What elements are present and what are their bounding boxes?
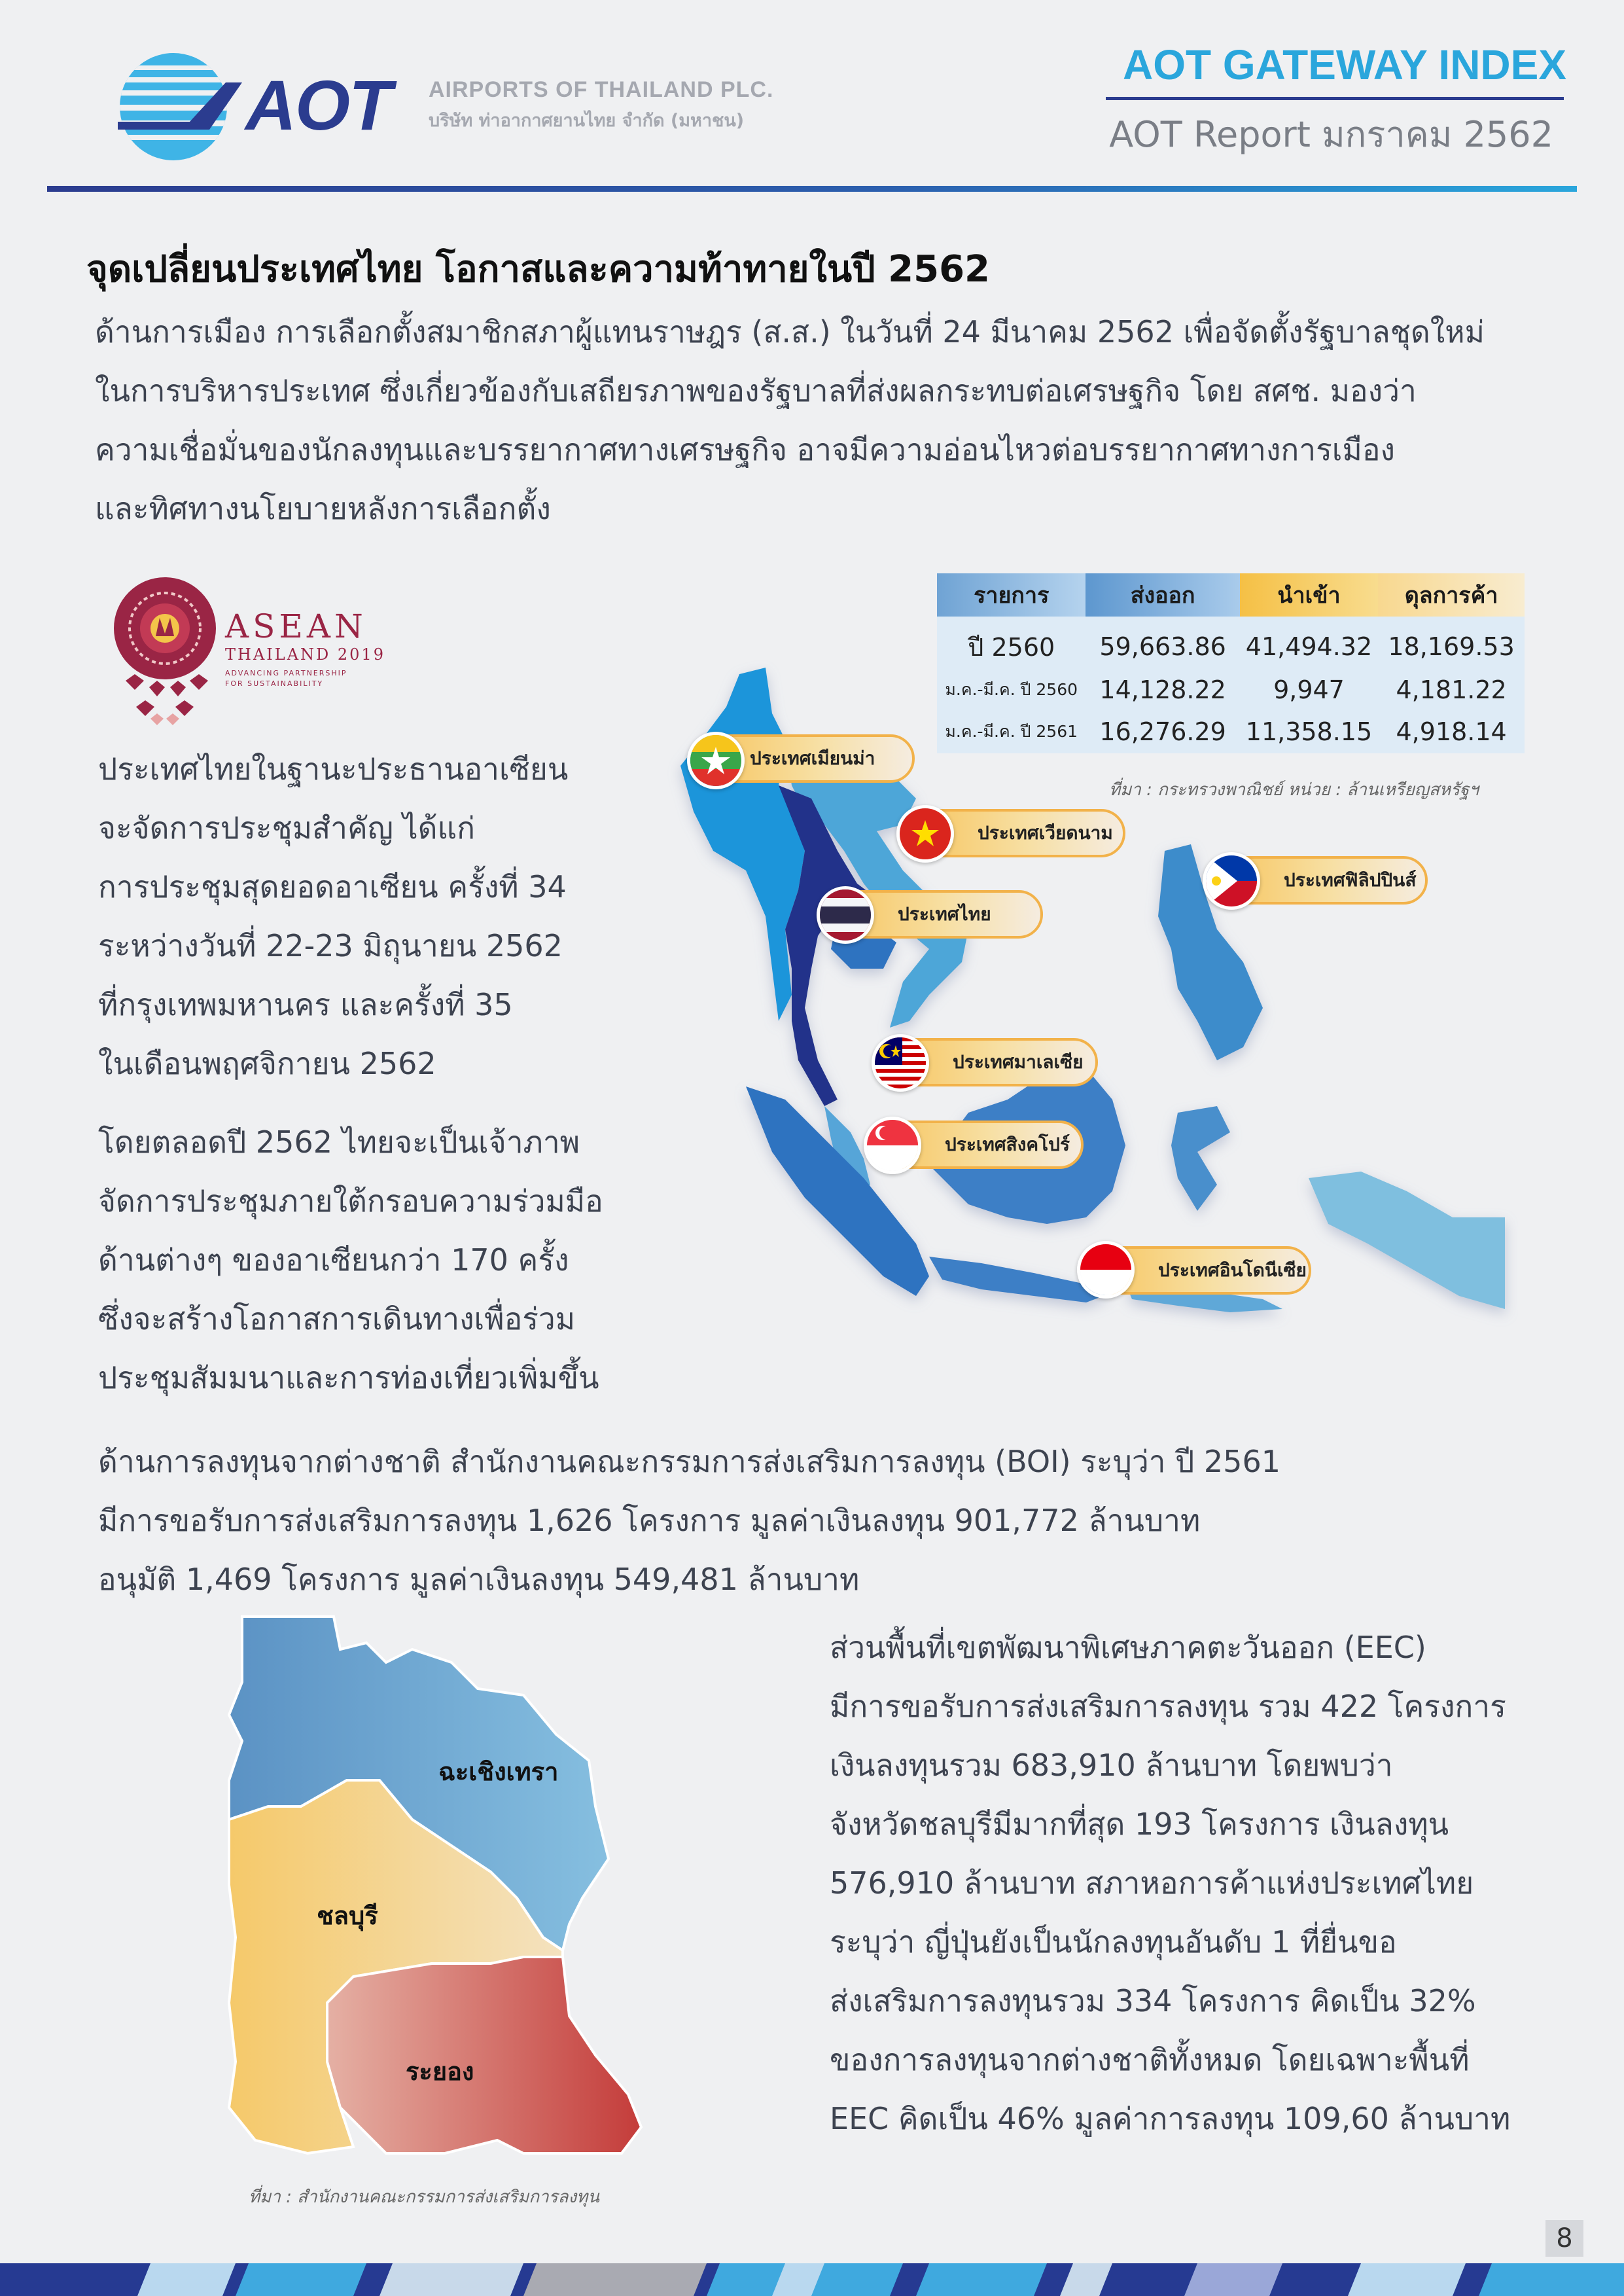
page-number-box <box>1545 2220 1583 2257</box>
country-name: ประเทศฟิลิปปินส์ <box>1284 869 1417 891</box>
aot-logo <box>111 51 412 162</box>
table-cell: 4,918.14 <box>1396 717 1507 746</box>
country-name: ประเทศมาเลเซีย <box>953 1051 1084 1073</box>
map-sulawesi <box>1171 1106 1230 1211</box>
asean-emblem-icon <box>113 576 217 733</box>
boi-paragraph <box>98 1432 1280 1609</box>
eec-line: ส่งเสริมการลงทุนรวม 334 โครงการ คิดเป็น 32% <box>830 1983 1476 2018</box>
map-papua <box>1309 1172 1505 1309</box>
eec-line: ระบุว่า ญี่ปุ่นยังเป็นนักลงทุนอันดับ 1 ที่ยื่นขอ <box>830 1924 1397 1960</box>
eec-line: มีการขอรับการส่งเสริมการลงทุน รวม 422 โครงการ <box>830 1689 1506 1724</box>
province-label-rayong: ระยอง <box>406 2057 474 2086</box>
page-number: 8 <box>1556 2223 1573 2253</box>
thailand-flag-icon <box>817 886 874 944</box>
country-name: ประเทศเมียนม่า <box>750 747 875 769</box>
country-name: ประเทศสิงคโปร์ <box>945 1134 1070 1155</box>
asean-line: ระหว่างวันที่ 22-23 มิถุนายน 2562 <box>98 928 563 963</box>
table-cell: ม.ค.-มี.ค. ปี 2561 <box>945 722 1078 741</box>
table-cell: 14,128.22 <box>1099 675 1226 704</box>
asean-host-paragraph <box>98 1113 603 1407</box>
trade-table-header: นำเข้า <box>1240 573 1378 617</box>
asean-line: ด้านต่างๆ ของอาเซียนกว่า 170 ครั้ง <box>98 1242 569 1278</box>
country-name: ประเทศเวียดนาม <box>978 822 1113 844</box>
report-label: AOT Report มกราคม 2562 <box>1109 114 1553 155</box>
eec-line: EEC คิดเป็น 46% มูลค่าการลงทุน 109,60 ล้านบาท <box>830 2101 1511 2136</box>
country-name: ประเทศไทย <box>898 903 991 925</box>
trade-table-source: ที่มา : กระทรวงพาณิชย์ หน่วย : ล้านเหรียญสหรัฐฯ <box>1109 780 1479 800</box>
trade-table-header-row <box>937 573 1525 617</box>
malaysia-flag-icon <box>872 1034 929 1092</box>
asean-line: จะจัดการประชุมสำคัญ ได้แก่ <box>98 810 476 846</box>
eec-line: เงินลงทุนรวม 683,910 ล้านบาท โดยพบว่า <box>830 1748 1393 1783</box>
province-label-chachoengsao: ฉะเชิงเทรา <box>438 1757 559 1786</box>
eec-line: 576,910 ล้านบาท สภาหอการค้าแห่งประเทศไทย <box>830 1865 1474 1901</box>
table-cell: ปี 2560 <box>968 632 1055 662</box>
gateway-index-title: AOT GATEWAY INDEX <box>1122 41 1566 88</box>
table-cell: 11,358.15 <box>1245 717 1373 746</box>
trade-table-header: รายการ <box>937 573 1086 617</box>
map-rayong <box>327 1957 641 2153</box>
table-cell: 59,663.86 <box>1099 632 1226 661</box>
table-cell: 16,276.29 <box>1099 717 1226 746</box>
table-cell: 41,494.32 <box>1245 632 1373 661</box>
boi-line: อนุมัติ 1,469 โครงการ มูลค่าเงินลงทุน 549,481 ล้านบาท <box>98 1562 860 1597</box>
aot-logo-text: AOT <box>245 65 391 145</box>
indonesia-flag-icon <box>1077 1241 1135 1299</box>
table-row <box>937 670 1525 710</box>
boi-line: มีการขอรับการส่งเสริมการลงทุน 1,626 โครงการ มูลค่าเงินลงทุน 901,772 ล้านบาท <box>98 1503 1201 1538</box>
table-row <box>937 617 1525 670</box>
asean-logo-subtitle: THAILAND 2019 <box>225 645 385 664</box>
vietnam-flag-icon <box>896 805 954 863</box>
table-cell: 9,947 <box>1273 675 1345 704</box>
asean-line: จัดการประชุมภายใต้กรอบความร่วมมือ <box>98 1183 603 1219</box>
table-cell: ม.ค.-มี.ค. ปี 2560 <box>945 680 1078 699</box>
asean-line: การประชุมสุดยอดอาเซียน ครั้งที่ 34 <box>98 869 567 905</box>
eec-line: ส่วนพื้นที่เขตพัฒนาพิเศษภาคตะวันออก (EEC) <box>830 1630 1426 1665</box>
section-title: จุดเปลี่ยนประเทศไทย โอกาสและความท้าทายในปี 2562 <box>86 248 991 291</box>
asean-logo-title: ASEAN <box>225 607 367 645</box>
intro-line: ความเชื่อมั่นของนักลงทุนและบรรยากาศทางเศรษฐกิจ อาจมีความอ่อนไหวต่อบรรยากาศทางการเมือง <box>95 432 1395 467</box>
company-name-th: บริษัท ท่าอากาศยานไทย จำกัด (มหาชน) <box>429 111 745 131</box>
trade-table-header: ดุลการค้า <box>1378 573 1525 617</box>
boi-line: ด้านการลงทุนจากต่างชาติ สำนักงานคณะกรรมการส่งเสริมการลงทุน (BOI) ระบุว่า ปี 2561 <box>98 1444 1280 1479</box>
asean-line: ซึ่งจะสร้างโอกาสการเดินทางเพื่อร่วม <box>98 1301 576 1336</box>
header-divider <box>47 186 1577 192</box>
asean-line: ประชุมสัมมนาและการท่องเที่ยวเพิ่มขึ้น <box>98 1360 599 1395</box>
asean-line: โดยตลอดปี 2562 ไทยจะเป็นเจ้าภาพ <box>98 1124 580 1160</box>
trade-table <box>937 573 1525 753</box>
myanmar-flag-icon <box>687 732 745 789</box>
intro-line: และทิศทางนโยบายหลังการเลือกตั้ง <box>95 491 551 526</box>
table-cell: 4,181.22 <box>1396 675 1507 704</box>
intro-paragraph <box>95 302 1485 538</box>
asean-logo-tagline: ADVANCING PARTNERSHIP <box>225 669 347 677</box>
eec-paragraph <box>830 1618 1510 2148</box>
footer-stripes <box>0 2263 1624 2296</box>
province-label-chonburi: ชลบุรี <box>317 1901 378 1930</box>
asean-chair-paragraph <box>98 740 568 1093</box>
asean-line: ในเดือนพฤศจิกายน 2562 <box>98 1046 436 1081</box>
table-row <box>937 710 1525 753</box>
asean-logo-tagline: FOR SUSTAINABILITY <box>225 679 324 688</box>
title-underline <box>1106 97 1564 100</box>
eec-line: จังหวัดชลบุรีมีมากที่สุด 193 โครงการ เงินลงทุน <box>830 1806 1449 1842</box>
eec-line: ของการลงทุนจากต่างชาติทั้งหมด โดยเฉพาะพื้นที่ <box>830 2042 1470 2077</box>
asean-line: ที่กรุงเทพมหานคร และครั้งที่ 35 <box>98 987 513 1022</box>
aot-emblem-icon <box>111 51 242 162</box>
philippines-flag-icon <box>1203 852 1260 910</box>
table-cell: 18,169.53 <box>1388 632 1515 661</box>
trade-table-header: ส่งออก <box>1086 573 1239 617</box>
singapore-flag-icon <box>864 1117 921 1174</box>
company-name-en: AIRPORTS OF THAILAND PLC. <box>429 77 774 102</box>
asean-line: ประเทศไทยในฐานะประธานอาเซียน <box>98 751 569 787</box>
intro-line: ด้านการเมือง การเลือกตั้งสมาชิกสภาผู้แทนราษฎร (ส.ส.) ในวันที่ 24 มีนาคม 2562 เพื่อจัดตั้งรัฐบาลชุดใหม่ <box>95 314 1485 350</box>
asean-thailand-2019-logo <box>113 576 387 733</box>
map-myanmar <box>680 668 805 1021</box>
eec-map-source: ที่มา : สำนักงานคณะกรรมการส่งเสริมการลงทุน <box>249 2187 600 2207</box>
country-name: ประเทศอินโดนีเซีย <box>1158 1259 1307 1281</box>
intro-line: ในการบริหารประเทศ ซึ่งเกี่ยวข้องกับเสถียรภาพของรัฐบาลที่ส่งผลกระทบต่อเศรษฐกิจ โดย สศช. มองว่า <box>95 373 1417 408</box>
